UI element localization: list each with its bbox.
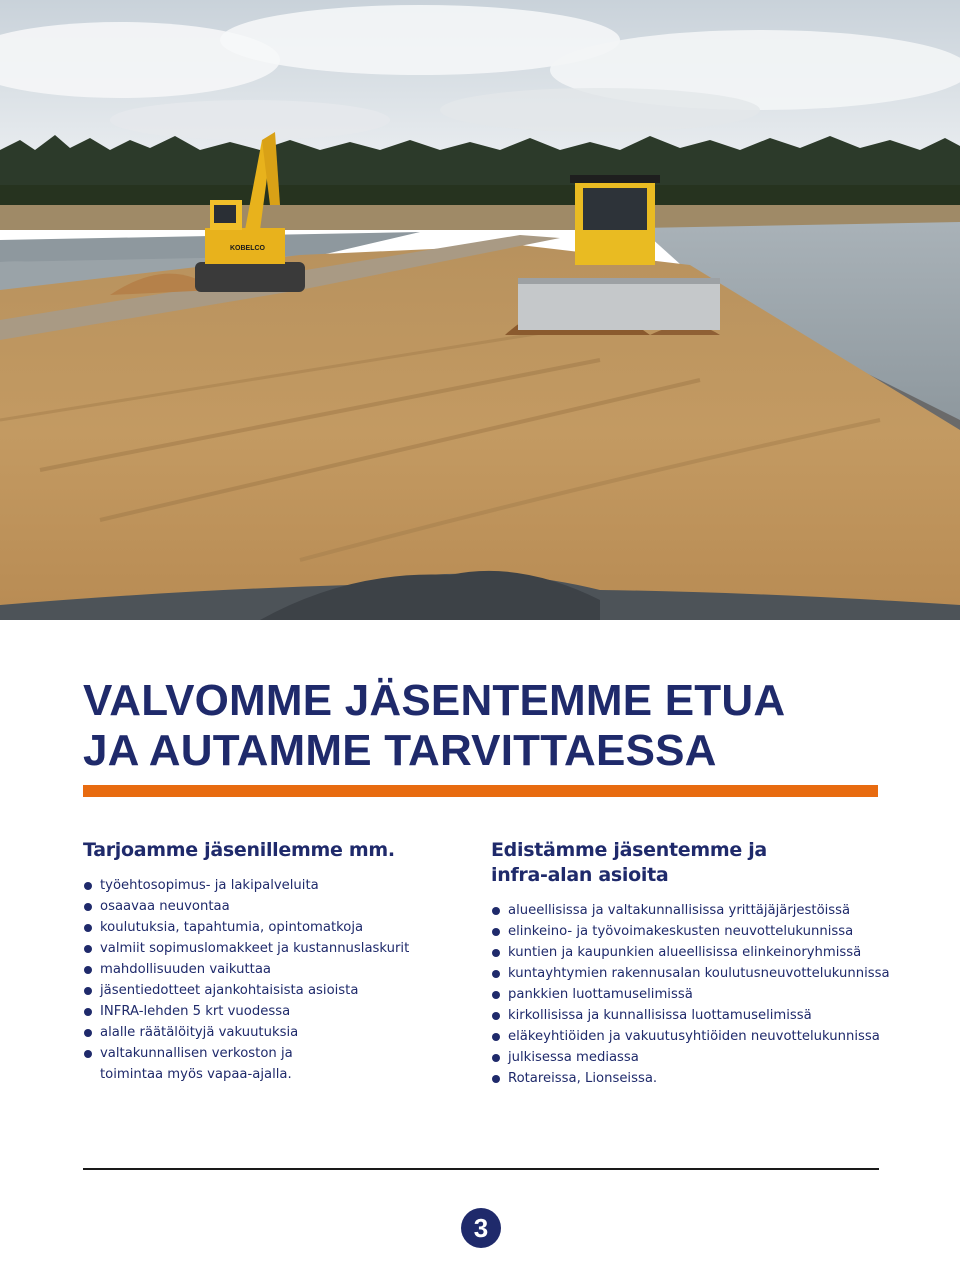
advocacy-heading-line-2: infra-alan asioita <box>491 864 669 886</box>
list-item-line-2: toimintaa myös vapaa-ajalla. <box>100 1067 292 1082</box>
page-number-badge: 3 <box>461 1208 501 1248</box>
list-item: kuntayhtymien rakennusalan koulutusneuvottelukunnissa <box>491 963 891 984</box>
list-item: mahdollisuuden vaikuttaa <box>83 959 463 980</box>
list-item: työehtosopimus- ja lakipalveluita <box>83 875 463 896</box>
hero-photo <box>0 0 960 620</box>
list-item: eläkeyhtiöiden ja vakuutusyhtiöiden neuvottelukunnissa <box>491 1026 891 1047</box>
advocacy-list <box>491 900 891 1089</box>
title-line-1: VALVOMME JÄSENTEMME ETUA <box>83 676 786 725</box>
page-title <box>83 676 785 776</box>
title-line-2: JA AUTAMME TARVITTAESSA <box>83 726 717 775</box>
list-item: osaavaa neuvontaa <box>83 896 463 917</box>
advocacy-heading-line-1: Edistämme jäsentemme ja <box>491 839 767 861</box>
accent-divider <box>83 785 878 797</box>
list-item-last <box>83 1043 463 1085</box>
list-item: jäsentiedotteet ajankohtaisista asioista <box>83 980 463 1001</box>
footer-divider <box>83 1168 879 1170</box>
list-item: elinkeino- ja työvoimakeskusten neuvottelukunnissa <box>491 921 891 942</box>
excavator-brand: KOBELCO <box>230 245 265 252</box>
advocacy-heading <box>491 838 891 888</box>
list-item: alueellisissa ja valtakunnallisissa yrittäjäjärjestöissä <box>491 900 891 921</box>
list-item: Rotareissa, Lionseissa. <box>491 1068 891 1089</box>
benefits-column <box>83 838 463 1085</box>
list-item: INFRA-lehden 5 krt vuodessa <box>83 1001 463 1022</box>
benefits-list <box>83 875 463 1085</box>
list-item: koulutuksia, tapahtumia, opintomatkoja <box>83 917 463 938</box>
list-item: julkisessa mediassa <box>491 1047 891 1068</box>
list-item-line-1: valtakunnallisen verkoston ja <box>100 1046 293 1061</box>
list-item: alalle räätälöityjä vakuutuksia <box>83 1022 463 1043</box>
list-item: pankkien luottamuselimissä <box>491 984 891 1005</box>
list-item: kirkollisissa ja kunnallisissa luottamuselimissä <box>491 1005 891 1026</box>
construction-site-illustration <box>0 0 960 620</box>
list-item: valmiit sopimuslomakkeet ja kustannuslaskurit <box>83 938 463 959</box>
list-item: kuntien ja kaupunkien alueellisissa elinkeinoryhmissä <box>491 942 891 963</box>
benefits-heading: Tarjoamme jäsenillemme mm. <box>83 839 395 861</box>
advocacy-column <box>491 838 891 1089</box>
